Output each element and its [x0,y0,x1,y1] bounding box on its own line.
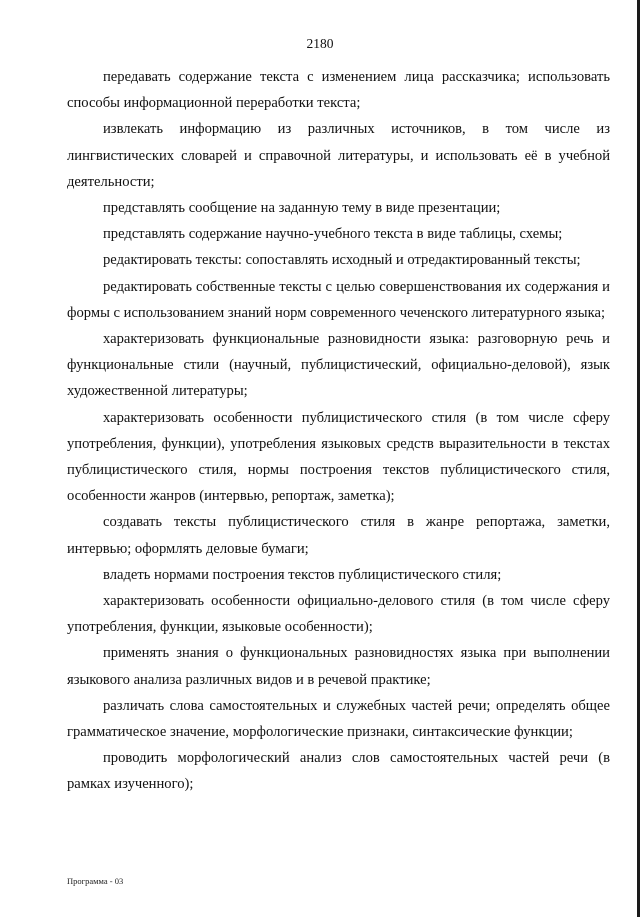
paragraph: редактировать тексты: сопоставлять исходный и отредактированный тексты; [103,252,581,269]
paragraph: передавать содержание текста с изменением лица рассказчика; использовать способы информационной переработки текста; [67,69,610,112]
paragraph: характеризовать особенности публицистического стиля (в том числе сферу употребления, функции), употребления языковых средств выразительности в текстах публицистического стиля, нормы построения текстов публицистического стиля, особенности жанров (интервью, репортаж, заметка); [67,409,610,505]
paragraph: извлекать информацию из различных источников, в том числе из лингвистических словарей и справочной литературы, и использовать её в учебной деятельности; [67,121,610,190]
paragraph: представлять содержание научно-учебного текста в виде таблицы, схемы; [103,226,563,243]
page-number: 2180 [306,36,334,51]
paragraph: создавать тексты публицистического стиля в жанре репортажа, заметки, интервью; оформлять деловые бумаги; [67,514,610,557]
paragraph: применять знания о функциональных разновидностях языка при выполнении языкового анализа различных видов и в речевой практике; [67,645,610,688]
paragraph: владеть нормами построения текстов публицистического стиля; [103,566,502,583]
paragraph: проводить морфологический анализ слов самостоятельных частей речи (в рамках изученного); [67,750,610,793]
footer-label: Программа - 03 [67,876,124,886]
paragraph: характеризовать функциональные разновидности языка: разговорную речь и функциональные стили (научный, публицистический, официально-деловой), язык художественной литературы; [67,331,610,400]
paragraph: различать слова самостоятельных и служебных частей речи; определять общее грамматическое значение, морфологические признаки, синтаксические функции; [67,697,610,741]
paragraph: характеризовать особенности официально-делового стиля (в том числе сферу употребления, функции, языковые особенности); [67,593,610,636]
document-body [67,64,610,798]
paragraph: представлять сообщение на заданную тему в виде презентации; [103,200,501,217]
paragraph: редактировать собственные тексты с целью совершенствования их содержания и формы с использованием знаний норм современного чеченского литературного языка; [67,278,610,321]
